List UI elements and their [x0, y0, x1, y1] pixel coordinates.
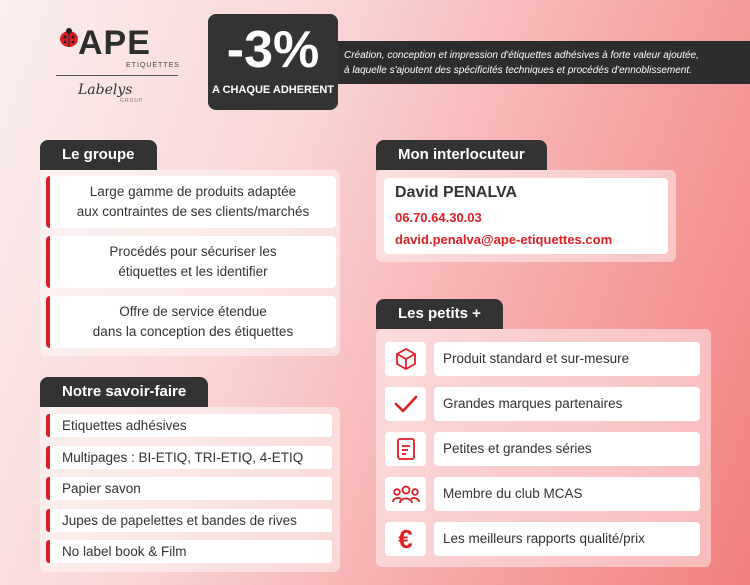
groupe-item-line: Procédés pour sécuriser les: [109, 244, 277, 259]
petits-plus-item: Membre du club MCAS: [434, 477, 700, 511]
discount-caption: A CHAQUE ADHERENT: [211, 84, 335, 96]
logo-sub: ETIQUETTES: [126, 62, 180, 69]
savoir-faire-item: No label book & Film: [46, 540, 332, 563]
discount-value: -3%: [226, 21, 320, 79]
groupe-title: Le groupe: [40, 140, 157, 170]
ladybug-icon: [58, 28, 80, 48]
contact-name: David PENALVA: [395, 184, 518, 201]
groupe-item-line: Offre de service étendue: [119, 304, 267, 319]
groupe-item: [46, 176, 336, 228]
contact-phone[interactable]: 06.70.64.30.03: [395, 210, 482, 225]
groupe-item-line: Large gamme de produits adaptée: [89, 184, 297, 199]
euro-icon: €: [385, 522, 426, 556]
savoir-faire-item: Etiquettes adhésives: [46, 414, 332, 437]
petits-plus-item: Les meilleurs rapports qualité/prix: [434, 522, 700, 556]
group-logo-sub: GROUP: [120, 98, 144, 104]
savoir-faire-item: Papier savon: [46, 477, 332, 500]
petits-plus-item: Produit standard et sur-mesure: [434, 342, 700, 376]
groupe-item: [46, 296, 336, 348]
logo-divider: [56, 75, 178, 76]
petits-plus-item: Grandes marques partenaires: [434, 387, 700, 421]
savoir-faire-item: Jupes de papelettes et bandes de rives: [46, 509, 332, 532]
logo-brand: APE: [78, 24, 151, 62]
box-icon: [385, 342, 426, 376]
contact-email[interactable]: david.penalva@ape-etiquettes.com: [395, 232, 613, 247]
discount-badge: [208, 14, 338, 110]
petits-plus-title: Les petits +: [376, 299, 503, 329]
checkmark-icon: [385, 387, 426, 421]
group-logo: Labelys: [78, 82, 133, 98]
banner-line-1: Création, conception et impression d'étiquettes adhésives à forte valeur ajoutée,: [344, 50, 699, 61]
intro-banner: [330, 41, 750, 84]
groupe-item-line: dans la conception des étiquettes: [92, 324, 294, 339]
document-icon: [385, 432, 426, 466]
savoir-faire-item: Multipages : BI-ETIQ, TRI-ETIQ, 4-ETIQ: [46, 446, 332, 469]
contact-card: [384, 178, 668, 254]
groupe-item-line: aux contraintes de ses clients/marchés: [76, 204, 310, 219]
groupe-item-line: étiquettes et les identifier: [118, 264, 268, 279]
groupe-item: [46, 236, 336, 288]
interlocuteur-title: Mon interlocuteur: [376, 140, 547, 170]
banner-line-2: à laquelle s'ajoutent des spécificités techniques et procédés d'ennoblissement.: [344, 65, 692, 76]
savoir-faire-title: Notre savoir-faire: [40, 377, 208, 407]
ape-logo: [48, 22, 188, 107]
petits-plus-item: Petites et grandes séries: [434, 432, 700, 466]
group-icon: [385, 477, 426, 511]
